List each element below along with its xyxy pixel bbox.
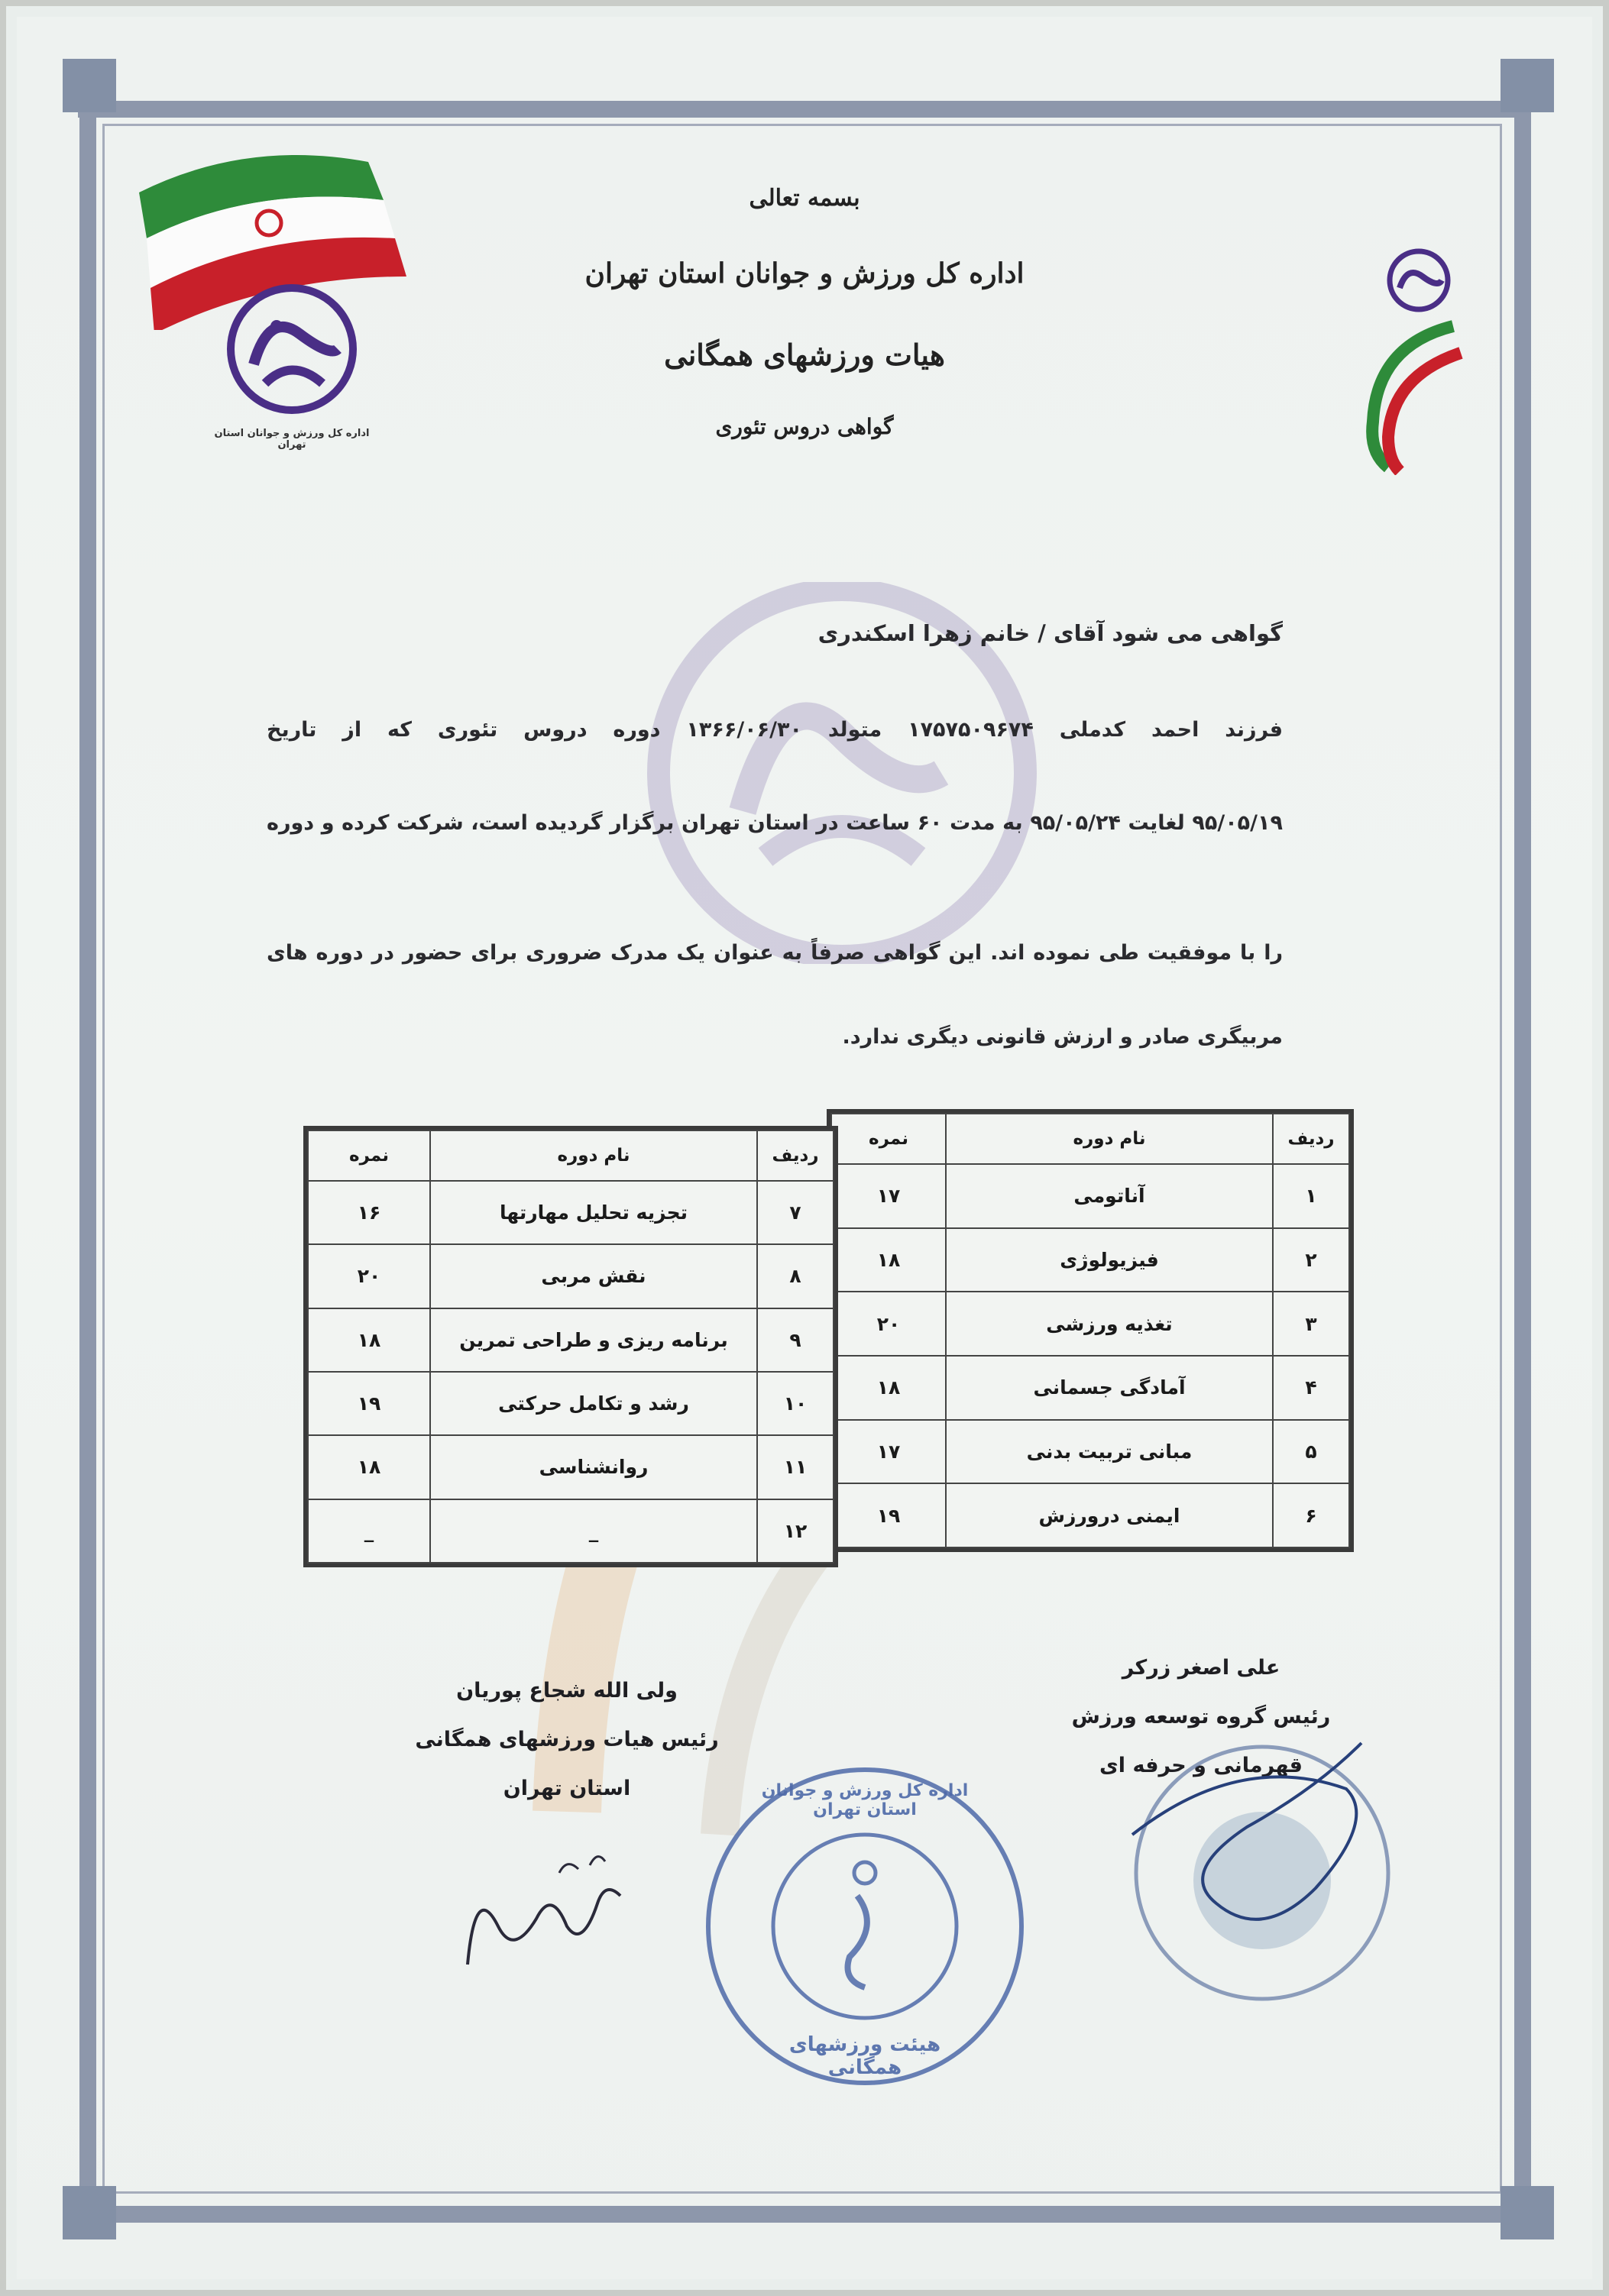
body-line-2: فرزند احمد کدملی ۱۷۵۷۵۰۹۶۷۴ متولد ۱۳۶۶/۰۶/۳۰ دوره دروس تئوری که از تاریخ	[267, 718, 1283, 742]
right-seal-stamp	[1086, 1697, 1407, 2018]
signatory-right-title-1: رئیس گروه توسعه ورزش	[1071, 1705, 1331, 1728]
table-row	[308, 1435, 834, 1499]
course-grade: ۲۰	[308, 1244, 430, 1308]
seal-bottom-text: هیئت ورزشهای همگانی	[788, 2033, 941, 2079]
row-number: ۶	[1273, 1483, 1349, 1547]
header-course-name: نام دوره	[946, 1114, 1273, 1164]
frame-corner-top-left	[63, 59, 116, 112]
signatory-right-title-2: قهرمانی و حرفه ای	[1099, 1754, 1303, 1777]
header-row-number: ردیف	[757, 1130, 834, 1181]
course-name: نقش مربی	[430, 1244, 757, 1308]
body-line-3: ۹۵/۰۵/۱۹ لغایت ۹۵/۰۵/۲۴ به مدت ۶۰ ساعت در استان تهران برگزار گردیده است، شرکت کرده و دوره	[267, 811, 1283, 835]
table-row	[831, 1292, 1349, 1356]
course-name: ایمنی درورزش	[946, 1483, 1273, 1547]
frame-left-bar	[79, 78, 96, 2232]
row-number: ۴	[1273, 1356, 1349, 1420]
body-line-5: مربیگری صادر و ارزش قانونی دیگری ندارد.	[842, 1025, 1283, 1049]
course-name: برنامه ریزی و طراحی تمرین	[430, 1308, 757, 1372]
course-grade: ۱۹	[308, 1372, 430, 1435]
table-row	[308, 1372, 834, 1435]
row-number: ۲	[1273, 1228, 1349, 1292]
table-row	[308, 1181, 834, 1244]
course-name: رشد و تکامل حرکتی	[430, 1372, 757, 1435]
table-row	[831, 1420, 1349, 1484]
course-grade: ۱۹	[831, 1483, 946, 1547]
header-row-number: ردیف	[1273, 1114, 1349, 1164]
row-number: ۱۲	[757, 1499, 834, 1563]
certificate-page	[6, 6, 1603, 2290]
course-grade: ۱۸	[831, 1356, 946, 1420]
signatory-left-title-2: استان تهران	[503, 1777, 631, 1800]
table-row	[831, 1164, 1349, 1228]
frame-right-bar	[1514, 78, 1531, 2232]
course-name: آمادگی جسمانی	[946, 1356, 1273, 1420]
body-line-4: را با موفقیت طی نموده اند. این گواهی صرفاً به عنوان یک مدرک ضروری برای حضور در دوره های	[267, 941, 1283, 965]
course-grade: ۱۷	[831, 1420, 946, 1484]
row-number: ۷	[757, 1181, 834, 1244]
table-header-row	[831, 1114, 1349, 1164]
table-row	[308, 1244, 834, 1308]
row-number: ۵	[1273, 1420, 1349, 1484]
course-grade: ۱۸	[831, 1228, 946, 1292]
signatory-left-title-1: رئیس هیات ورزشهای همگانی	[415, 1728, 719, 1751]
frame-top-bar	[78, 101, 1530, 118]
course-grade: ۱۶	[308, 1181, 430, 1244]
header-grade: نمره	[308, 1130, 430, 1181]
course-name: تجزیه تحلیل مهارتها	[430, 1181, 757, 1244]
course-grade: ۱۸	[308, 1308, 430, 1372]
header-grade: نمره	[831, 1114, 946, 1164]
frame-bottom-bar	[78, 2206, 1530, 2223]
frame-corner-bottom-right	[1501, 2186, 1554, 2239]
handwritten-signature-left	[445, 1835, 643, 1987]
certificate-sheet	[17, 17, 1592, 2279]
organization-title: اداره کل ورزش و جوانان استان تهران	[584, 257, 1025, 289]
row-number: ۱۰	[757, 1372, 834, 1435]
certificate-title: گواهی دروس تئوری	[715, 414, 894, 439]
body-line-1: گواهی می شود آقای / خانم زهرا اسکندری	[817, 620, 1283, 646]
frame-corner-top-right	[1501, 59, 1554, 112]
header-course-name: نام دوره	[430, 1130, 757, 1181]
course-grade: ۲۰	[831, 1292, 946, 1356]
table-row	[308, 1499, 834, 1563]
row-number: ۱۱	[757, 1435, 834, 1499]
row-number: ۹	[757, 1308, 834, 1372]
signatory-left-name: ولی الله شجاع پوریان	[456, 1679, 678, 1703]
seal-top-text: اداره کل ورزش و جوانان استان تهران	[761, 1781, 969, 1819]
left-logo-caption: اداره کل ورزش و جوانان استان تهران	[214, 428, 370, 451]
basmala: بسمه تعالی	[749, 185, 860, 212]
course-grade: _	[308, 1499, 430, 1563]
courses-table-left	[303, 1126, 838, 1567]
frame-corner-bottom-left	[63, 2186, 116, 2239]
table-header-row	[308, 1130, 834, 1181]
course-name: _	[430, 1499, 757, 1563]
table-row	[831, 1483, 1349, 1547]
course-name: آناتومی	[946, 1164, 1273, 1228]
courses-table-right	[827, 1109, 1354, 1552]
table-row	[831, 1356, 1349, 1420]
course-name: تغذیه ورزشی	[946, 1292, 1273, 1356]
course-name: مبانی تربیت بدنی	[946, 1420, 1273, 1484]
table-row	[831, 1228, 1349, 1292]
signatory-right-name: علی اصغر زرکر	[1122, 1656, 1280, 1680]
board-title: هیات ورزشهای همگانی	[664, 338, 945, 372]
course-name: روانشناسی	[430, 1435, 757, 1499]
course-name: فیزیولوژی	[946, 1228, 1273, 1292]
row-number: ۸	[757, 1244, 834, 1308]
table-row	[308, 1308, 834, 1372]
row-number: ۳	[1273, 1292, 1349, 1356]
course-grade: ۱۸	[308, 1435, 430, 1499]
row-number: ۱	[1273, 1164, 1349, 1228]
course-grade: ۱۷	[831, 1164, 946, 1228]
